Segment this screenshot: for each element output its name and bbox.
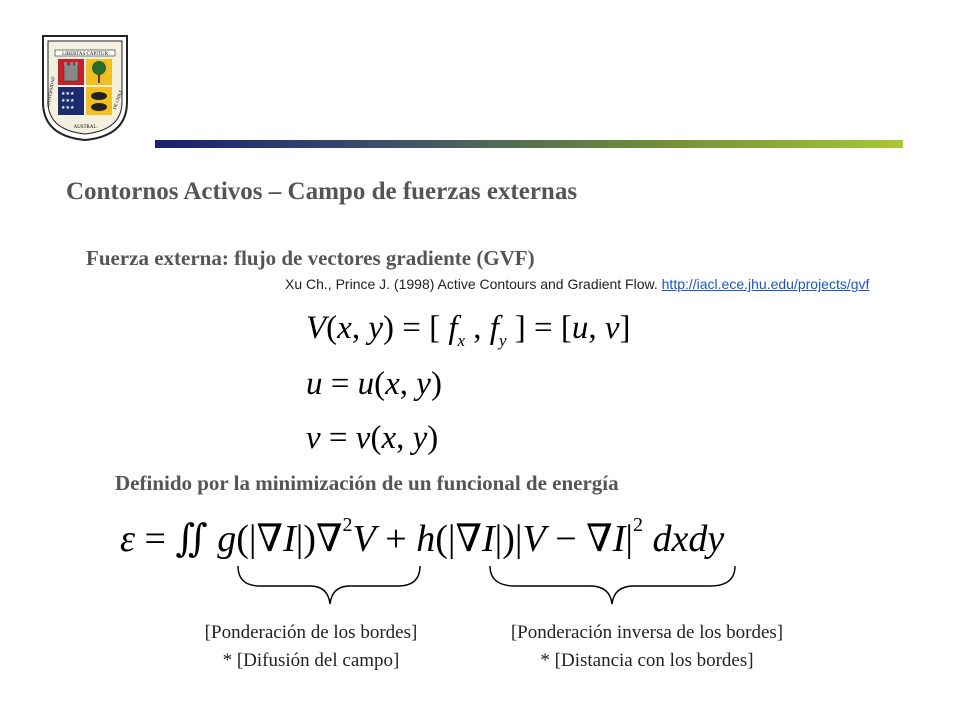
- logo-right-text: DE CHILE: [111, 89, 124, 110]
- note-right: [480, 619, 814, 675]
- note-left-line2: * [Difusión del campo]: [222, 650, 400, 671]
- energy-functional-equation: ε = ∬ $g(|\nabla I|)\nabla^2V + h(|\nabla I|)|V - \nabla I|^2$ dxdy: [120, 514, 725, 560]
- equation-v: v = v(x, y): [306, 420, 439, 456]
- underbrace-right: [490, 566, 735, 604]
- logo-left-text: UNIVERSIDAD: [45, 76, 56, 108]
- university-crest-logo: [40, 32, 130, 142]
- underbrace-left: [238, 566, 420, 604]
- note-left-line1: [Ponderación de los bordes]: [204, 622, 418, 643]
- section-subtitle: Fuerza externa: flujo de vectores gradiente (GVF): [86, 246, 535, 270]
- citation: [285, 276, 869, 292]
- svg-text:★★★: ★★★: [61, 98, 75, 104]
- svg-text:★★★: ★★★: [61, 105, 75, 111]
- equation-vector-field: V(x, y) = [ $f_x$ , $f_y$ ] = [u, v]: [306, 310, 631, 350]
- note-right-line1: [Ponderación inversa de los bordes]: [510, 622, 784, 643]
- citation-text: Xu Ch., Prince J. (1998) Active Contours and Gradient Flow.: [285, 276, 662, 292]
- underbraces: [230, 560, 750, 610]
- title-rule: [155, 140, 903, 148]
- note-right-line2: * [Distancia con los bordes]: [540, 650, 754, 671]
- citation-link[interactable]: http://iacl.ece.jhu.edu/projects/gvf: [661, 276, 870, 292]
- equation-u: u = u(x, y): [306, 366, 442, 402]
- note-left: [175, 619, 447, 675]
- slide-title: Contornos Activos – Campo de fuerzas externas: [66, 178, 578, 205]
- logo-motto: LIBERTAS CAPITUR: [62, 52, 108, 57]
- svg-text:★★★: ★★★: [61, 91, 75, 97]
- logo-bottom-text: AUSTRAL: [73, 125, 97, 130]
- defined-by-text: Definido por la minimización de un funcional de energía: [115, 471, 619, 495]
